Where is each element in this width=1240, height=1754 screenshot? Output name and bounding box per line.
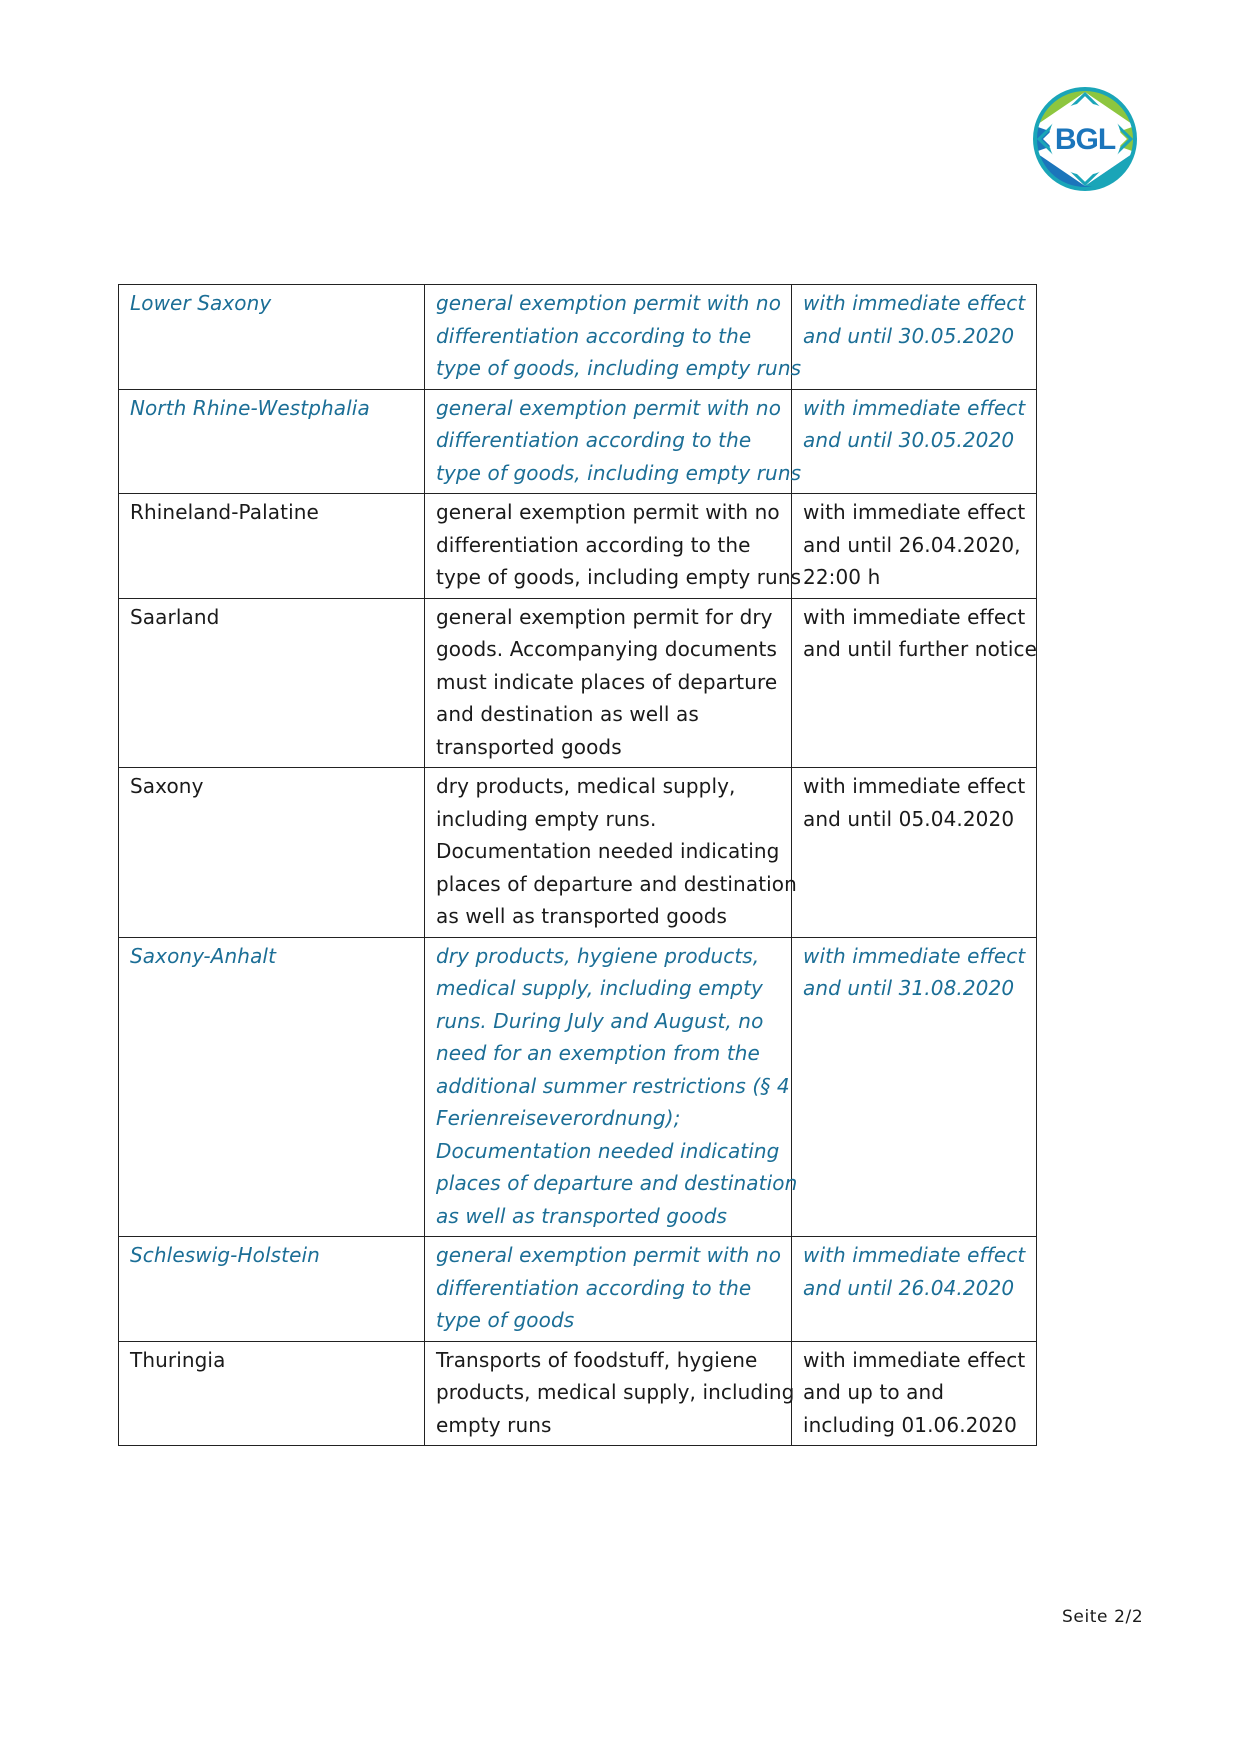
goods-line: empty runs [436,1412,552,1437]
goods-line: differentiation according to the [436,532,751,557]
table-row [119,389,1037,494]
validity-line: with immediate effect [803,604,1026,629]
validity-line: and until 05.04.2020 [803,806,1015,831]
goods-line: general exemption permit with no [436,500,780,524]
goods-line: differentiation according to the [436,1275,752,1300]
state-cell [119,937,425,1237]
table-row [119,598,1037,768]
goods-line: differentiation according to the [436,428,752,452]
goods-cell [425,1237,792,1342]
goods-line: medical supply, including empty [436,976,763,1000]
validity-line: with immediate effect [803,1243,1026,1267]
table-row [119,937,1037,1237]
goods-line: general exemption permit with no [436,291,782,315]
goods-line: type of goods, including empty runs [436,356,802,380]
validity-line: and until 30.05.2020 [803,323,1015,348]
state-name: Schleswig-Holstein [130,1243,320,1267]
validity-line: with immediate effect [803,943,1026,968]
page-number: Seite 2/2 [1062,1607,1144,1627]
validity-cell [792,389,1037,494]
goods-line: as well as transported goods [436,904,728,928]
goods-line: Documentation needed indicating [436,1138,780,1163]
validity-cell [792,494,1037,599]
validity-line: with immediate effect [803,500,1026,524]
goods-line: as well as transported goods [436,1203,728,1228]
goods-line: dry products, hygiene products, [436,943,760,968]
goods-line: places of departure and destination [436,1171,798,1195]
goods-cell [425,1341,795,1446]
goods-line: general exemption permit with no [436,1243,782,1267]
goods-line: must indicate places of departure [436,669,778,694]
goods-cell [425,768,797,938]
validity-line: with immediate effect [803,1347,1026,1372]
goods-cell [425,494,802,599]
state-cell [119,1237,425,1342]
validity-line: 22:00 h [803,565,881,589]
validity-cell [792,937,1037,1237]
goods-cell [425,937,798,1237]
exemption-permits-table [118,284,1037,1446]
goods-line: goods. Accompanying documents [436,637,778,661]
table-row [119,285,1037,390]
goods-line: need for an exemption from the [436,1041,760,1065]
goods-cell [425,598,792,768]
state-cell [119,768,425,938]
validity-cell [792,285,1037,390]
state-cell [119,494,425,599]
goods-line: additional summer restrictions (§ 4 [436,1073,790,1098]
goods-line: type of goods, including empty runs [436,460,802,485]
state-cell [119,389,425,494]
table-row [119,494,1037,599]
state-cell [119,1341,425,1446]
goods-line: general exemption permit with no [436,395,782,420]
validity-cell [792,598,1037,768]
goods-line: Documentation needed indicating [436,839,780,863]
validity-cell [792,1237,1037,1342]
state-name: Saxony-Anhalt [130,943,277,968]
validity-line: with immediate effect [803,774,1026,798]
validity-line: and until 30.05.2020 [803,428,1015,452]
validity-cell [792,768,1037,938]
goods-line: transported goods [436,734,622,759]
validity-line: with immediate effect [803,291,1026,315]
state-name: Saarland [130,604,220,629]
table-row [119,768,1037,938]
validity-line: and until 26.04.2020, [803,532,1021,557]
state-name: North Rhine-Westphalia [130,395,370,420]
goods-line: general exemption permit for dry [436,604,773,629]
state-name: Lower Saxony [130,291,272,315]
state-cell [119,598,425,768]
validity-line: and until 31.08.2020 [803,976,1015,1000]
permits-table-body [119,285,1037,1446]
goods-line: differentiation according to the [436,323,752,348]
validity-line: including 01.06.2020 [803,1412,1017,1437]
state-cell [119,285,425,390]
goods-line: products, medical supply, including [436,1380,795,1404]
validity-line: and until further notice [803,637,1038,661]
goods-line: Ferienreiseverordnung); [436,1106,681,1130]
state-name: Thuringia [130,1347,226,1372]
goods-line: runs. During July and August, no [436,1008,764,1033]
goods-line: type of goods, including empty runs [436,565,802,589]
state-name: Saxony [130,774,204,798]
goods-line: dry products, medical supply, [436,774,736,798]
state-name: Rhineland-Palatine [130,500,319,524]
goods-line: including empty runs. [436,806,657,831]
validity-line: and up to and [803,1380,945,1404]
validity-cell [792,1341,1037,1446]
table-row [119,1237,1037,1342]
goods-line: Transports of foodstuff, hygiene [436,1347,758,1372]
bgl-logo-text: BGL [1054,123,1116,156]
bgl-logo [1032,86,1138,192]
goods-cell [425,389,802,494]
validity-line: with immediate effect [803,395,1026,420]
bgl-logo-icon [1032,86,1138,192]
validity-line: and until 26.04.2020 [803,1275,1015,1300]
goods-cell [425,285,802,390]
goods-line: and destination as well as [436,702,699,726]
goods-line: type of goods [436,1308,575,1332]
goods-line: places of departure and destination [436,871,797,896]
table-row [119,1341,1037,1446]
